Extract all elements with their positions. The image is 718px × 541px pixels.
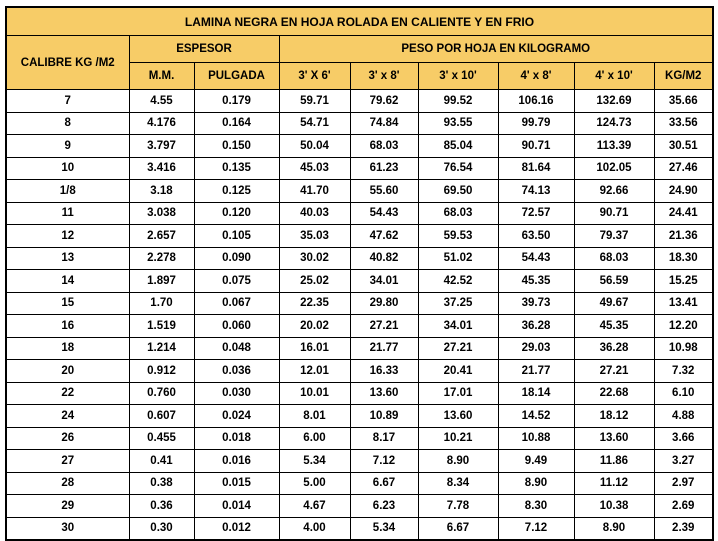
cell-mm: 2.657 [129, 225, 194, 248]
gauge-table-container [5, 6, 714, 541]
cell-kg-m2: 21.36 [654, 225, 713, 248]
cell-4x10: 11.86 [574, 450, 654, 473]
cell-calibre: 20 [6, 360, 129, 383]
table-row [6, 90, 713, 113]
cell-kg-m2: 12.20 [654, 315, 713, 338]
table-row [6, 247, 713, 270]
cell-3x6: 50.04 [279, 135, 350, 158]
cell-pulgada: 0.036 [194, 360, 279, 383]
cell-mm: 0.607 [129, 405, 194, 428]
cell-3x10: 76.54 [418, 157, 498, 180]
cell-4x10: 92.66 [574, 180, 654, 203]
cell-3x8: 27.21 [350, 315, 418, 338]
cell-kg-m2: 35.66 [654, 90, 713, 113]
cell-4x8: 90.71 [498, 135, 574, 158]
cell-mm: 3.797 [129, 135, 194, 158]
cell-4x8: 8.30 [498, 495, 574, 518]
cell-mm: 0.760 [129, 382, 194, 405]
cell-calibre: 24 [6, 405, 129, 428]
cell-pulgada: 0.048 [194, 337, 279, 360]
cell-3x8: 74.84 [350, 112, 418, 135]
cell-mm: 0.912 [129, 360, 194, 383]
cell-pulgada: 0.164 [194, 112, 279, 135]
cell-calibre: 16 [6, 315, 129, 338]
cell-kg-m2: 18.30 [654, 247, 713, 270]
table-row [6, 202, 713, 225]
table-row [6, 315, 713, 338]
cell-4x8: 10.88 [498, 427, 574, 450]
cell-3x8: 6.67 [350, 472, 418, 495]
cell-pulgada: 0.090 [194, 247, 279, 270]
header-4x10: 4' x 10' [574, 63, 654, 90]
cell-3x10: 7.78 [418, 495, 498, 518]
cell-3x8: 54.43 [350, 202, 418, 225]
cell-4x8: 9.49 [498, 450, 574, 473]
cell-mm: 3.18 [129, 180, 194, 203]
cell-3x10: 27.21 [418, 337, 498, 360]
cell-3x6: 4.67 [279, 495, 350, 518]
cell-3x8: 29.80 [350, 292, 418, 315]
cell-kg-m2: 30.51 [654, 135, 713, 158]
cell-mm: 0.455 [129, 427, 194, 450]
cell-calibre: 7 [6, 90, 129, 113]
cell-3x10: 20.41 [418, 360, 498, 383]
cell-pulgada: 0.016 [194, 450, 279, 473]
cell-mm: 1.897 [129, 270, 194, 293]
cell-calibre: 27 [6, 450, 129, 473]
cell-calibre: 15 [6, 292, 129, 315]
cell-3x6: 8.01 [279, 405, 350, 428]
cell-3x10: 37.25 [418, 292, 498, 315]
cell-3x6: 40.03 [279, 202, 350, 225]
cell-4x10: 132.69 [574, 90, 654, 113]
cell-3x8: 10.89 [350, 405, 418, 428]
cell-3x10: 34.01 [418, 315, 498, 338]
table-row [6, 292, 713, 315]
header-kg-m2: KG/M2 [654, 63, 713, 90]
cell-calibre: 10 [6, 157, 129, 180]
cell-pulgada: 0.105 [194, 225, 279, 248]
cell-calibre: 9 [6, 135, 129, 158]
cell-calibre: 30 [6, 517, 129, 540]
cell-4x10: 8.90 [574, 517, 654, 540]
cell-4x10: 102.05 [574, 157, 654, 180]
cell-4x10: 10.38 [574, 495, 654, 518]
cell-4x8: 54.43 [498, 247, 574, 270]
cell-3x8: 79.62 [350, 90, 418, 113]
cell-3x8: 7.12 [350, 450, 418, 473]
header-calibre: CALIBRE KG /M2 [6, 36, 129, 90]
cell-mm: 1.519 [129, 315, 194, 338]
header-3x10: 3' x 10' [418, 63, 498, 90]
cell-4x8: 106.16 [498, 90, 574, 113]
cell-calibre: 26 [6, 427, 129, 450]
cell-pulgada: 0.060 [194, 315, 279, 338]
header-espesor: ESPESOR [129, 36, 279, 63]
cell-4x10: 22.68 [574, 382, 654, 405]
cell-4x10: 90.71 [574, 202, 654, 225]
cell-4x10: 124.73 [574, 112, 654, 135]
table-row [6, 157, 713, 180]
cell-3x10: 59.53 [418, 225, 498, 248]
cell-3x10: 10.21 [418, 427, 498, 450]
cell-calibre: 22 [6, 382, 129, 405]
cell-4x8: 29.03 [498, 337, 574, 360]
cell-kg-m2: 24.90 [654, 180, 713, 203]
cell-3x6: 16.01 [279, 337, 350, 360]
cell-3x6: 54.71 [279, 112, 350, 135]
cell-4x10: 36.28 [574, 337, 654, 360]
cell-4x10: 27.21 [574, 360, 654, 383]
cell-mm: 0.41 [129, 450, 194, 473]
cell-4x8: 21.77 [498, 360, 574, 383]
cell-3x8: 61.23 [350, 157, 418, 180]
table-body [6, 90, 713, 541]
cell-kg-m2: 24.41 [654, 202, 713, 225]
cell-3x6: 35.03 [279, 225, 350, 248]
cell-calibre: 1/8 [6, 180, 129, 203]
cell-pulgada: 0.024 [194, 405, 279, 428]
cell-pulgada: 0.135 [194, 157, 279, 180]
cell-3x10: 99.52 [418, 90, 498, 113]
cell-mm: 2.278 [129, 247, 194, 270]
table-row [6, 427, 713, 450]
header-4x8: 4' x 8' [498, 63, 574, 90]
cell-3x8: 68.03 [350, 135, 418, 158]
cell-mm: 1.70 [129, 292, 194, 315]
table-title: LAMINA NEGRA EN HOJA ROLADA EN CALIENTE Y EN FRIO [6, 7, 713, 36]
cell-mm: 0.30 [129, 517, 194, 540]
cell-3x10: 13.60 [418, 405, 498, 428]
cell-4x10: 18.12 [574, 405, 654, 428]
cell-pulgada: 0.018 [194, 427, 279, 450]
cell-mm: 1.214 [129, 337, 194, 360]
table-row [6, 112, 713, 135]
cell-4x8: 14.52 [498, 405, 574, 428]
cell-pulgada: 0.120 [194, 202, 279, 225]
cell-kg-m2: 7.32 [654, 360, 713, 383]
cell-3x6: 10.01 [279, 382, 350, 405]
cell-3x6: 4.00 [279, 517, 350, 540]
table-row [6, 450, 713, 473]
cell-4x8: 63.50 [498, 225, 574, 248]
cell-3x8: 21.77 [350, 337, 418, 360]
header-pulgada: PULGADA [194, 63, 279, 90]
cell-calibre: 29 [6, 495, 129, 518]
cell-4x8: 99.79 [498, 112, 574, 135]
header-3x8: 3' x 8' [350, 63, 418, 90]
cell-3x8: 55.60 [350, 180, 418, 203]
cell-4x10: 79.37 [574, 225, 654, 248]
cell-3x6: 25.02 [279, 270, 350, 293]
cell-3x10: 51.02 [418, 247, 498, 270]
cell-4x8: 8.90 [498, 472, 574, 495]
cell-3x8: 5.34 [350, 517, 418, 540]
cell-3x6: 6.00 [279, 427, 350, 450]
cell-kg-m2: 10.98 [654, 337, 713, 360]
cell-3x8: 16.33 [350, 360, 418, 383]
cell-4x8: 72.57 [498, 202, 574, 225]
cell-pulgada: 0.075 [194, 270, 279, 293]
cell-pulgada: 0.125 [194, 180, 279, 203]
cell-mm: 0.38 [129, 472, 194, 495]
cell-calibre: 13 [6, 247, 129, 270]
cell-pulgada: 0.150 [194, 135, 279, 158]
header-3x6: 3' X 6' [279, 63, 350, 90]
cell-3x8: 8.17 [350, 427, 418, 450]
table-row [6, 405, 713, 428]
cell-3x6: 59.71 [279, 90, 350, 113]
cell-calibre: 12 [6, 225, 129, 248]
cell-4x10: 68.03 [574, 247, 654, 270]
cell-4x8: 7.12 [498, 517, 574, 540]
table-row [6, 180, 713, 203]
cell-kg-m2: 13.41 [654, 292, 713, 315]
cell-4x8: 81.64 [498, 157, 574, 180]
cell-3x8: 13.60 [350, 382, 418, 405]
table-row [6, 135, 713, 158]
header-mm: M.M. [129, 63, 194, 90]
cell-calibre: 8 [6, 112, 129, 135]
cell-4x8: 45.35 [498, 270, 574, 293]
cell-3x6: 41.70 [279, 180, 350, 203]
gauge-weight-table [5, 6, 714, 541]
cell-kg-m2: 2.97 [654, 472, 713, 495]
cell-3x8: 40.82 [350, 247, 418, 270]
cell-calibre: 28 [6, 472, 129, 495]
cell-calibre: 18 [6, 337, 129, 360]
cell-3x10: 93.55 [418, 112, 498, 135]
cell-pulgada: 0.030 [194, 382, 279, 405]
cell-mm: 4.176 [129, 112, 194, 135]
cell-3x8: 6.23 [350, 495, 418, 518]
cell-mm: 3.038 [129, 202, 194, 225]
cell-3x10: 68.03 [418, 202, 498, 225]
cell-3x10: 6.67 [418, 517, 498, 540]
cell-pulgada: 0.015 [194, 472, 279, 495]
cell-calibre: 11 [6, 202, 129, 225]
cell-kg-m2: 15.25 [654, 270, 713, 293]
cell-mm: 3.416 [129, 157, 194, 180]
cell-3x6: 22.35 [279, 292, 350, 315]
cell-3x10: 8.34 [418, 472, 498, 495]
cell-kg-m2: 2.69 [654, 495, 713, 518]
cell-kg-m2: 6.10 [654, 382, 713, 405]
cell-3x6: 30.02 [279, 247, 350, 270]
table-row [6, 360, 713, 383]
cell-mm: 0.36 [129, 495, 194, 518]
cell-4x10: 49.67 [574, 292, 654, 315]
cell-3x6: 5.00 [279, 472, 350, 495]
cell-kg-m2: 2.39 [654, 517, 713, 540]
cell-4x8: 39.73 [498, 292, 574, 315]
table-row [6, 495, 713, 518]
table-row [6, 472, 713, 495]
cell-3x10: 17.01 [418, 382, 498, 405]
cell-3x6: 12.01 [279, 360, 350, 383]
cell-mm: 4.55 [129, 90, 194, 113]
cell-3x6: 20.02 [279, 315, 350, 338]
cell-4x8: 36.28 [498, 315, 574, 338]
cell-3x6: 5.34 [279, 450, 350, 473]
cell-4x10: 13.60 [574, 427, 654, 450]
cell-3x10: 42.52 [418, 270, 498, 293]
header-peso: PESO POR HOJA EN KILOGRAMO [279, 36, 713, 63]
cell-kg-m2: 33.56 [654, 112, 713, 135]
cell-4x10: 11.12 [574, 472, 654, 495]
table-row [6, 225, 713, 248]
cell-3x8: 47.62 [350, 225, 418, 248]
cell-3x10: 85.04 [418, 135, 498, 158]
cell-4x10: 56.59 [574, 270, 654, 293]
cell-4x10: 45.35 [574, 315, 654, 338]
cell-calibre: 14 [6, 270, 129, 293]
cell-pulgada: 0.012 [194, 517, 279, 540]
cell-3x6: 45.03 [279, 157, 350, 180]
cell-4x8: 18.14 [498, 382, 574, 405]
table-row [6, 270, 713, 293]
cell-3x10: 8.90 [418, 450, 498, 473]
cell-kg-m2: 3.27 [654, 450, 713, 473]
cell-pulgada: 0.179 [194, 90, 279, 113]
cell-kg-m2: 27.46 [654, 157, 713, 180]
cell-pulgada: 0.067 [194, 292, 279, 315]
cell-pulgada: 0.014 [194, 495, 279, 518]
cell-3x10: 69.50 [418, 180, 498, 203]
cell-kg-m2: 4.88 [654, 405, 713, 428]
cell-4x10: 113.39 [574, 135, 654, 158]
cell-3x8: 34.01 [350, 270, 418, 293]
cell-kg-m2: 3.66 [654, 427, 713, 450]
table-row [6, 337, 713, 360]
table-row [6, 382, 713, 405]
cell-4x8: 74.13 [498, 180, 574, 203]
table-row [6, 517, 713, 540]
